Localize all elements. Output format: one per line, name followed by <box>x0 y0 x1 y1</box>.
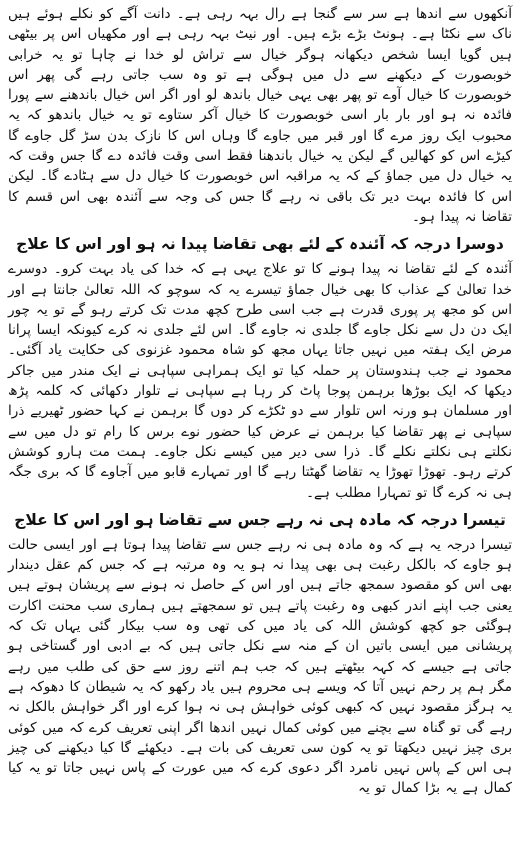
section-heading-second-degree: دوسرا درجہ کہ آئندہ کے لئے بھی تقاضا پیدا نہ ہو اور اس کا علاج <box>16 235 504 254</box>
section-heading-third-degree: تیسرا درجہ کہ مادہ ہی نہ رہے جس سے تقاضا ہو اور اس کا علاج <box>14 510 506 529</box>
third-degree-paragraph: تیسرا درجہ یہ ہے کہ وہ مادہ ہی نہ رہے جس سے تقاضا پیدا ہوتا ہے اور ایسی حالت ہو جاوے کہ بالکل رغبت ہی بھی پیدا نہ ہو یہ وہ مرتبہ ہے کہ جس کم عقل دیندار بھی اس کو مقصود سمجھ جاتے ہیں اور اس کے حاصل نہ ہونے سے پریشان ہوتے ہیں یعنی جب اپنے اندر کبھی وہ رغبت پاتے ہیں تو سمجھتے ہیں ہماری سب محنت اکارت ہوگئی جو کچھ کوشش اللہ کی یاد میں کی تھی وہ سب بیکار گئی یہاں تک کہ پریشانی میں ایسی باتیں ان کے منہ سے نکل جاتی ہیں کہ بے ادبی اور گستاخی ہو جاتی ہے جیسے کہ کہہ بیٹھتے ہیں کہ جب ہم اتنے روز سے حق کی طلب میں رہے مگر ہم پر رحم نہیں آتا کہ ویسے ہی محروم ہیں یاد رکھو کہ یہ شیطان کا دھوکہ ہے یہ ہرگز مقصود نہیں کہ کبھی کوئی خواہش ہی نہ ہوا کرے اور اگر خواہش بالکل نہ رہے گی تو گناہ سے بچنے میں کوئی کمال نہیں اندھا اگر اپنی تعریف کرے کہ میں کوئی بری چیز نہیں دیکھتا تو یہ کون سی تعریف کی بات ہے۔ دیکھئے گا کیا دیکھنے کی چیز ہی اس کے پاس نہیں نامرد اگر دعوی کرے کہ میں عورت کے پاس نہیں جاتا تو یہ کیا کمال ہے یہ بڑا کمال تو یہ <box>8 536 512 797</box>
second-degree-paragraph: آئندہ کے لئے تقاضا نہ پیدا ہونے کا تو علاج یہی ہے کہ خدا کی یاد بہت کرو۔ دوسرے خدا تعالیٰ کے عذاب کا بھی خیال جماؤ تیسرے یہ کہ سوچو کہ اللہ تعالیٰ جانتا ہے اور اس کو مجھ پر پوری قدرت ہے جب اسی طرح کچھ مدت تک کرتے رہو گے تو یہ چور ایک دن دل سے نکل جاوے گا جلدی نہ جاوے گا۔ اس لئے جلدی نہ کرے کیونکہ ایسا پرانا مرض ایک ہفتہ میں نہیں جاتا یہاں مجھ کو شاہ محمود غزنوی کی حکایت یاد آگئی۔ محمود نے جب ہندوستان پر حملہ کیا تو ایک ہمراہی سپاہی نے ایک مندر میں جاکر دیکھا کہ ایک بوڑھا برہمن پوجا پاٹ کر رہا ہے سپاہی نے تلوار دکھائی کہ کلمہ پڑھ اور مسلمان ہو ورنہ اس تلوار سے دو ٹکڑے کر دوں گا برہمن نے کہا حضور ٹھیریے ذرا سپاہی نے پھر تقاضا کیا برہمن نے عرض کیا حضور نوے برس کا رام تو دل میں سے نکلتے ہی نکلتے نکلے گا۔ ذرا سی دیر میں کیسے نکل جاوے۔ ہمت مت ہارو کوشش کرتے رہو۔ تھوڑا تھوڑا یہ تقاضا گھٹتا رہے گا اور تمہارے قابو میں آجاوے گا کہ بری جگہ ہی نہ کرے گا تو تمہارا مطلب ہے۔ <box>8 261 512 501</box>
intro-paragraph: آنکھوں سے اندھا ہے سر سے گنجا ہے رال بہہ رہی ہے۔ دانت آگے کو نکلے ہوئے ہیں ناک سے نکٹا ہے۔ ہونٹ بڑے بڑے ہیں۔ اور نیٹ بہہ رہی ہے اور مکھیاں اس پر بیٹھی ہیں گویا ایسا شخص دیکھانہ ہوگر خیال سے تراش لو خدا نے چاہا تو یہ خرابی خوبصورت کے دیکھنے سے دل میں ہوگی ہے تو وہ سب جاتی رہے گی پھر اس خوبصورت کا خیال آوے تو پھر بھی یہی خیال باندھ لو اور اگر اس خیال باندھنے سے پورا فائدہ نہ ہو اور بار بار اسی خوبصورت کا خیال آکر ستاوے تو یہ خیال باندھو کہ یہ محبوب ایک روز مرے گا اور قبر میں جاوے گا وہاں اس کا نازک بدن سڑ گل جاوے گا کیڑے اس کو کھالیں گے لیکن یہ خیال باندھنا فقط اسی وقت فائدہ دے گا جس وقت کہ یہ خیال دل میں جماؤ کے کہ یہ مراقبہ اس خوبصورت کا خیال دل سے ہٹادے گا۔ لیکن اس کا فائدہ بہت دیر تک باقی نہ رہے گا جس کی وجہ سے آئندہ بھی اس قسم کا تقاضا نہ پیدا ہو۔ <box>8 6 512 225</box>
